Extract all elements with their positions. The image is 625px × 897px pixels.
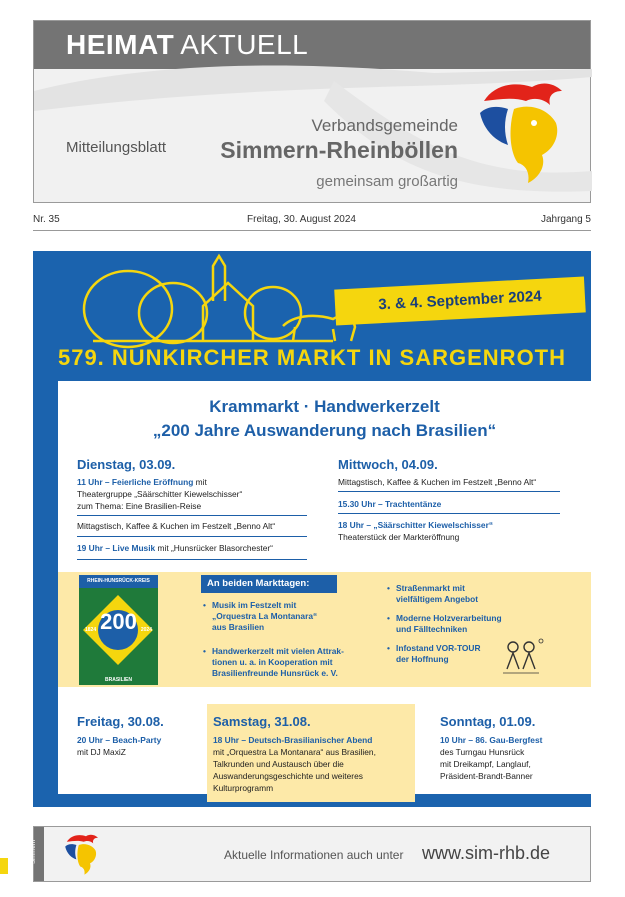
sunday-line4: Präsident-Brandt-Banner xyxy=(440,771,533,781)
masthead-title xyxy=(66,29,308,61)
title-bold: HEIMAT xyxy=(66,29,175,60)
saturday-line5: Kulturprogramm xyxy=(213,783,274,793)
saturday-heading: Samstag, 31.08. xyxy=(213,714,311,729)
badge-number: 200 xyxy=(100,609,137,634)
mitteilungsblatt-label: Mitteilungsblatt xyxy=(66,139,167,156)
issue-volume: Jahrgang 5 xyxy=(540,214,591,225)
badge-year-right: 2024 xyxy=(140,627,152,633)
tuesday-line2: Theatergruppe „Säärschitter Kiewelschisser“ xyxy=(77,489,243,499)
both-days-label: An beiden Markttagen: xyxy=(201,575,337,593)
footer-strip xyxy=(31,827,44,881)
page-edge-mark xyxy=(0,858,8,874)
wednesday-line4: Theaterstück der Markteröffnung xyxy=(338,532,460,542)
both-days-item-4: • Moderne Holzverarbeitung und Fälltechniken xyxy=(396,613,502,635)
both-days-item-2: • Handwerkerzelt mit vielen Attrak- tionen u. a. in Kooperation mit Brasilienfreunde Hunsrück e. V. xyxy=(212,646,344,679)
badge-bottom-text: BRASILIEN xyxy=(105,677,132,683)
wednesday-line3: 18 Uhr – „Säärschitter Kiewelschisser“ xyxy=(338,520,494,530)
friday-heading: Freitag, 30.08. xyxy=(77,714,164,729)
vor-tour-logo-icon xyxy=(497,637,545,679)
slogan: gemeinsam großartig xyxy=(316,173,458,190)
footer-lion-logo-icon xyxy=(62,833,102,877)
footer-strip-text: Simmern xyxy=(31,839,38,865)
tuesday-line4: Mittagstisch, Kaffee & Kuchen im Festzelt „Benno Alt“ xyxy=(77,521,276,531)
saturday-line2: mit „Orquestra La Montanara“ aus Brasilien, xyxy=(213,747,376,757)
tuesday-separator-3 xyxy=(77,559,307,560)
wednesday-heading: Mittwoch, 04.09. xyxy=(338,457,438,472)
footer-url-link[interactable]: www.sim-rhb.de xyxy=(422,843,551,863)
headline-krammarkt: Krammarkt · Handwerkerzelt xyxy=(209,397,440,416)
tuesday-line5: 19 Uhr – Live Musik mit „Hunsrücker Blasorchester“ xyxy=(77,543,273,553)
vg-line2: Simmern-Rheinböllen xyxy=(220,137,458,163)
sunday-heading: Sonntag, 01.09. xyxy=(440,714,536,729)
emigration-badge xyxy=(79,575,158,685)
issue-date: Freitag, 30. August 2024 xyxy=(247,214,356,225)
saturday-line4: Auswanderungsgeschichte und weiteres xyxy=(213,771,363,781)
saturday-line1: 18 Uhr – Deutsch-Brasilianischer Abend xyxy=(213,735,373,745)
tuesday-separator-1 xyxy=(77,515,307,516)
friday-line2: mit DJ MaxiZ xyxy=(77,747,126,757)
headline-auswanderung: „200 Jahre Auswanderung nach Brasilien“ xyxy=(152,421,497,440)
market-title: 579. NUNKIRCHER MARKT IN SARGENROTH xyxy=(57,345,567,370)
wednesday-line1: Mittagstisch, Kaffee & Kuchen im Festzelt „Benno Alt“ xyxy=(338,477,537,487)
both-days-item-3: • Straßenmarkt mit vielfältigem Angebot xyxy=(396,583,478,605)
saturday-line3: Talkrunden und Austausch über die xyxy=(213,759,344,769)
sunday-line1: 10 Uhr – 86. Gau-Bergfest xyxy=(440,735,543,745)
title-light: AKTUELL xyxy=(180,29,309,60)
tuesday-separator-2 xyxy=(77,536,307,537)
date-banner: 3. & 4. September 2024 xyxy=(334,276,586,325)
issue-number: Nr. 35 xyxy=(33,214,60,225)
lion-head-logo-icon xyxy=(474,79,570,189)
both-days-item-1: • Musik im Festzelt mit „Orquestra La Montanara“ aus Brasilien xyxy=(212,600,317,633)
both-days-item-5: • Infostand VOR-TOUR der Hoffnung xyxy=(396,643,481,665)
vg-line1: Verbandsgemeinde xyxy=(311,116,458,135)
sunday-line2: des Turngau Hunsrück xyxy=(440,747,525,757)
footer-bar xyxy=(33,826,591,882)
footer-info-text: Aktuelle Informationen auch unter xyxy=(224,848,404,862)
tuesday-heading: Dienstag, 03.09. xyxy=(77,457,176,472)
badge-top-text: RHEIN-HUNSRÜCK-KREIS xyxy=(79,575,158,588)
friday-line1: 20 Uhr – Beach-Party xyxy=(77,735,162,745)
badge-year-left: 1824 xyxy=(85,627,97,633)
tuesday-line1: 11 Uhr – Feierliche Eröffnung mit xyxy=(77,477,207,487)
sunday-line3: mit Dreikampf, Langlauf, xyxy=(440,759,531,769)
wednesday-line2: 15.30 Uhr – Trachtentänze xyxy=(338,499,442,509)
masthead xyxy=(33,20,591,203)
issue-rule xyxy=(33,230,591,231)
wednesday-separator-2 xyxy=(338,513,560,514)
wednesday-separator-1 xyxy=(338,491,560,492)
tuesday-line3: zum Thema: Eine Brasilien-Reise xyxy=(77,501,202,511)
